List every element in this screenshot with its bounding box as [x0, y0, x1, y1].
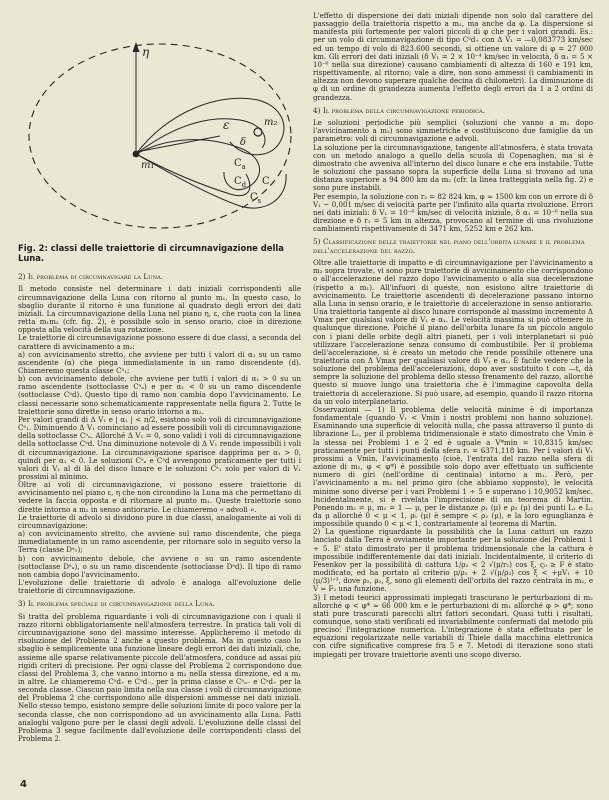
m1-label: m₁ [141, 160, 155, 171]
paragraph: Le traiettorie di circumnavigazione possono essere di due classi, a seconda del carattere di avvicinamento a m₂: [18, 333, 301, 351]
section-heading: 3) Il problema speciale di circumnavigazione della Luna. [18, 599, 215, 609]
page-number: 4 [20, 779, 27, 790]
paragraph: b) con avvicinamento debole, che avviene per tutti i valori di α₁ > 0 su un ramo ascendente (sottoclasse Cᵃₐ) e per α₁ < 0 su un ramo discendente (sottoclasse Cᵃd). Questo tipo di ramo non cambia dopo l'avvicinamento. Le classi necessarie sono schematicamente rappresentate nella figura 2. Tutte le traiettorie sono dirette in senso orario intorno a m₂. [18, 374, 301, 416]
class-label-c: C [262, 176, 270, 187]
paragraph: Oltre alle traiettorie di impatto e di circumnavigazione per l'avvicinamento a m₂ sopra trovate, vi sono pure traiettorie di avvicinamento che corrispondono o all'accelerazione del razzo dopo l'avvicinamento o alla sua decelerazione (rispetto a m₁). All'infuori di queste, non esistono altre traiettorie di avvicinamento. Le traiettorie ascendenti di decelerazione passano intorno alla Luna in senso orario, e le traiettorie di accelerazione in senso antiorario. Una traiettoria tangente al disco lunare corrisponde al massimo incremento Δ Vmax per qualsiasi valore di V₁ e α₁. Le velocità massima si può ottenere in qualunque direzione. Poiché il piano dell'orbita lunare fa un piccolo angolo con i piani delle orbite degli altri pianeti, per i voli interplanetari si può utilizzare l'accelerazione senza consumo di combustibile. Per il problema dell'accelerazione, si è creato un metodo che rende possibile ottenere una traiettoria con Δ Vmax per qualsiasi valore di V₁ e α₁. È facile vedere che la soluzione del problema dell'accelerazioni, dopo aver sostituito t con —t, dà sempre la soluzione del problema dello stesso frenamento del razzo, allorché questo si muove lungo una traiettoria che è l'immagine capovolta della traiettoria di accelerazione. Si può usare, ad esempio, quando il razzo ritorna da un volo interplanetario. [313, 258, 593, 406]
paragraph: L'effetto di dispersione dei dati iniziali dipende non solo dal carattere del passaggio della traiettoria rispetto a m₁, ma anche da φ. La dispersione si manifesta più fortemente per valori piccoli di φ che per i valori grandi. Es.: per un volo di circumnavigazione di tipo Cᵃd₊ con Δ V₁ = —0,083773 km/sec ed un tempo di volo di 823.600 secondi, si ottiene un valore di φ = 27 000 km. Gli errori dei dati iniziali (δ V₁ = 2 × 10⁻⁴ km/sec in velocità, δ α₁ = 5 × 10⁻⁶ nella sua direzione) causano cambiamenti di altezza di 160 e 191 km, rispettivamente, al ritorno; vale a dire, non sono ammessi (i cambiamenti in altezza non devono superare qualche decina di chilometri). La diminuzione di φ di un ordine di grandezza aumenta l'effetto degli errori da 1 a 2 ordini di grandezza. [313, 11, 593, 102]
paragraph: b) con avvicinamento debole, che avviene o su un ramo ascendente (sottoclasse Dᵃₐ), o su un ramo discendente (sottoclasse Dᵃd). Il tipo di ramo non cambia dopo l'avvicinamento. [18, 553, 301, 579]
eta-label: η [142, 45, 150, 59]
moon-m2 [254, 128, 262, 136]
paragraph: 2) La questione riguardante la possibilità che la Luna catturi un razzo lanciato dalla Terra è ovviamente importante per la soluzione dei Problemi 1 ÷ 5. E' stato dimostrato per il problema tridimensionale che la cattura è impossibile indifferentemente dai dati iniziali. Incidentalmente, il criterio di Fesenkov per la possibilità di cattura 1/ρ₂ < 2 √(μ/r₂) cos ξ, ς₀ ≥ F è stato modificato, ed ha portato al criterio μ/ρ₂ + 2 √(μ/ρ₂) cos ξ < +μV₁ + 10 (μ/3)¹ᐟ³, dove ρ₂, ρ₂, ξ, sono gli elementi dell'orbita del razzo centrata in m₂, e V ≈ F₂ una funzione. [313, 527, 593, 594]
paragraph: 3) I metodi teorici approssimati impiegati trascurano le perturbazioni di m₂ allorché φ < φ* ≈ 66 000 km e le perturbazioni di m₁ allorché φ > φ*; sono stati pure trascurati parecchi altri fattori secondari. Quasi tutti i risultati, comunque, sono stati verificati ed invariabilmente confermati dal metodo più preciso: l'integrazione numerica. L'integrazione è stata effettuata per le equazioni regolarizzate nelle variabili di Thiele dalla macchina elettronica con cifre significative comprese fra 5 e 7. Metodi di iterazione sono stati impiegati per trovare traiettorie aventi uno scopo diverso. [313, 592, 593, 659]
epsilon-axis [136, 136, 220, 152]
epsilon-label: ε [223, 118, 230, 132]
class-label-cd: $C_d$ [234, 176, 247, 189]
paragraph: Per esempio, la soluzione con r₂ = 82 824 km, φ ≈ 1500 km con un errore di δ V₁ ~ 0,001 m/sec di velocità parte per l'infinito alla quarta rivoluzione. Errori nei dati iniziali: δ V₁ = 10⁻⁶ km/sec di velocità iniziale, δ α₁ = 10⁻⁶ nella sua direzione e δ r₁ = 5 km in altezza, provocano al termine di una rivoluzione cambiamenti rispettivamente di 3471 km, 5252 km e 262 km. [313, 191, 593, 234]
paragraph: Il metodo consiste nel determinare i dati iniziali corrispondenti alle circumnavigazione della Luna con ritorno al punto m₁. In questo caso, lo sbaglio durante il ritorno è una funzione al quadrato degli errori dei dati iniziali. La circumnavigazione della Luna nel piano η, ε, che ruota con la linea retta m₁m₂ (cfr. fig. 2), è possibile solo in senso orario, cioè in direzione opposta alla velocità della sua rotazione. [18, 284, 301, 335]
class-label-ca1: $C_a$ [234, 158, 246, 171]
section-heading: 5) Classificazione delle traiettorie nel piano dell'orbita lunare e il problema dell'accelerazione del razzo. [313, 237, 585, 255]
paragraph: a) con avvicinamento stretto, che avviene sul ramo discendente, che piega immediatamente in un ramo ascendente, per ritornare solo in seguito verso la Terra (classe Dᵃ₁); [18, 529, 301, 555]
paragraph: Le traiettorie di advolo si dividono pure in due classi, analogamente ai voli di circumnavigazione: [18, 512, 301, 530]
m2-label: m₂ [264, 117, 278, 128]
paragraph: Si tratta del problema riguardante i voli di circumnavigazione con i quali il razzo ritorni obbligatoriamente nell'atmosfera terrestre. In pratica tali voli di circumnavigazione sono del massimo interesse. Applicheremo il metodo di risoluzione del Problema 2 anche a questo problema. Ma in questo caso lo sbaglio è semplicemente una funzione lineare degli errori dei dati iniziali, che, assieme alle sparse relativamente piccole dell'atmosfera, conduce ad assai più rigidi criteri di precisione. Per ogni classe del Problema 2 corrispondono due classi del Problema 3, che vanno intorno a m₂ nella stessa direzione, ed a m₁ in altre. Le chiameremo Cᵃd₊ e Cᵃd₋, per la prima classe e Cᵃₐ₋ e Cᵃd₊ per la seconda classe. Ciascun paio limita nella sua classe i voli di circumnavigazione del Problema 2 che corrispondono alle dispersioni ammesse nei dati iniziali. Nello stesso tempo, esistono sempre delle soluzioni limite di poco valore per la seconda classe, che non corrispondono ad un avvicinamento alla Luna. Fatti analoghi valgono pure per le classi degli advoli. L'evoluzione delle classi del Problema 3 segue facilmente dall'evoluzione delle corrispondenti classi del Problema 2. [18, 611, 301, 744]
trajectory-figure [18, 12, 301, 240]
left-column [18, 268, 301, 743]
paragraph: La soluzione per la circumnavigazione, tangente all'atmosfera, è stata trovata con un metodo analogo a quello della scuola di Copenaghen, ma si è dimostrato che avveniva all'interno del disco lunare e che era instabile. Tutte le soluzioni che passano sopra la superficie della Luna si trovano ad una distanza superiore a 94 800 km da m₂ (cfr. la linea tratteggiata nella fig. 2) e sono pure instabili. [313, 142, 593, 193]
trajectory-ca1 [136, 98, 284, 154]
figure-caption: Fig. 2: classi delle traiettorie di circumnavigazione della Luna. [18, 243, 284, 263]
paragraph: Le soluzioni periodiche più semplici (soluzioni che vanno a m₁ dopo l'avvicinamento a m₂) sono simmetriche e costituiscono due famiglie da un parametro: voli di circumnavigazione e advoli. [313, 118, 593, 144]
section-heading: 2) Il problema di circumnavigare la Luna. [18, 272, 164, 281]
paragraph: a) con avvicinamento stretto, che avviene per tutti i valori di α₁ su un ramo ascendente (α) che piega immediatamente in un ramo discendente (d). Chiameremo questa classe Cᵃ₁; [18, 349, 301, 375]
paragraph: Per valori grandi di Δ V₁ e | α₁ | < π/2, esistono solo voli di circumnavigazione Cᵃ₁. Diminuendo Δ V₁ cominciano ad essere possibili voli di circumnavigazione della sottoclasse Cᵃₐ. Allorché Δ V₁ = 0, sono validi i voli di circumnavigazione della sottoclasse Cᵃd. Una diminuzione notevole di Δ V₁ rende impossibili i voli di circumnavigazione. La circumnavigazione sparisce dapprima per α₁ > 0, quindi per α₁ < 0. Le soluzioni Cᵃₐ e Cᵃd avvengono praticamente per tutti i valori di V₁ al di là del disco lunare e le soluzioni Cᵃ₁ solo per valori di V₁ prossimi al minimo. [18, 414, 301, 481]
class-label-cs: $C_s$ [250, 192, 262, 205]
section-heading: 4) Il problema della circumnavigazione periodica. [313, 105, 486, 115]
right-column [313, 12, 593, 659]
paragraph: L'evoluzione delle traiettorie di advolo è analoga all'evoluzione delle traiettorie di circumnavigazione. [18, 578, 301, 596]
paragraph: Osservazioni — 1) Il problema delle velocità minime è di importanza fondamentale (quando V₁ < Vmin i nostri problemi non hanno soluzione). Esaminando una superficie di velocità nulla, che passa attraverso il punto di librazione L₂, per il problema tridimensionale è stato dimostrato che Vmin è la stessa nei Problemi 1 e 2 ed è uguale a V*min = 10,8315 km/sec praticamente per tutti i punti della sfera r₁ = 6371,118 km. Per i valori di V₁ prossimi a Vmin, l'avvicinamento (cioè, l'entrata del razzo nella sfera di azione di m₂, φ < φ*) è possibile solo dopo aver effettuato un sufficiente numero di giri (nell'ordine di centinaia) intorno a m₁. Però, per l'avvicinamento a m₂ nel primo giro (che abbiamo supposto), le velocità minime sono diverse per i vari Problemi 1 ÷ 5 e superano i 10,9052 km/sec. Incidentalmente, si è rivelata l'imprecisione di un teorema di Martin. Ponendo m₂ = μ, m₁ = 1 — μ, per le distanze ρ₁ (μ) e ρ₂ (μ) dei punti L₁ e L₂ da μ allorché 0 < μ < 1, ρ₁ (μ) è sempre < ρ₂ (μ), e la loro eguaglianza è impossibile quando 0 < μ < 1, contrariamente al teorema di Martin. [313, 404, 593, 529]
delta-label: δ [240, 137, 247, 148]
paragraph: Oltre ai voli di circumnavigazione, vi possono essere traiettorie di avvicinamento nel piano ε, η che non circondino la Luna ma che permettano di vedere la faccia opposta e di ritornare al punto m₁. Queste traiettorie sono dirette intorno a m₂ in senso antiorario. Le chiameremo « advoli ». [18, 480, 301, 514]
eta-arrowhead [133, 42, 140, 52]
